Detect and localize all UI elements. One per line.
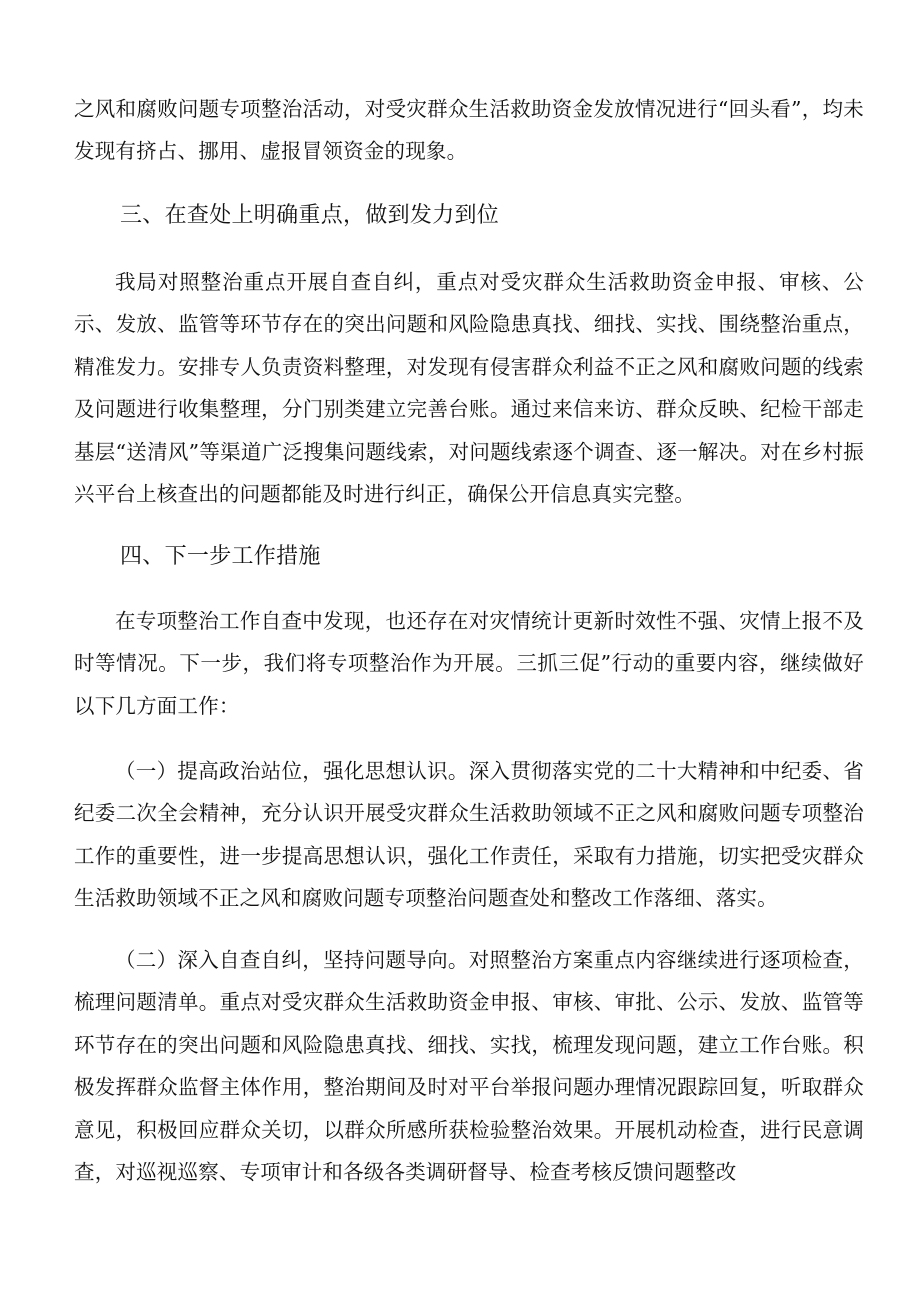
- paragraph-section-3: 我局对照整治重点开展自查自纠，重点对受灾群众生活救助资金申报、审核、公示、发放、监管等环节存在的突出问题和风险隐患真找、细找、实找、围绕整治重点，精准发力。安排专人负责资料整理，对发现有侵害群众利益不正之风和腐败问题的线索及问题进行收集整理，分门别类建立完善台账。通过来信来访、群众反映、纪检干部走基层“送清风”等渠道广泛搜集问题线索，对问题线索逐个调查、逐一解决。对在乡村振兴平台上核查出的问题都能及时进行纠正，确保公开信息真实完整。: [74, 270, 864, 507]
- paragraph-continued: 之风和腐败问题专项整治活动，对受灾群众生活救助资金发放情况进行“回头看”，均未发现有挤占、挪用、虚报冒领资金的现象。: [74, 97, 864, 164]
- paragraph-section-4-item-1: （一）提高政治站位，强化思想认识。深入贯彻落实党的二十大精神和中纪委、省纪委二次全会精神，充分认识开展受灾群众生活救助领域不正之风和腐败问题专项整治工作的重要性，进一步提高思想认识，强化工作责任，采取有力措施，切实把受灾群众生活救助领域不正之风和腐败问题专项整治问题查处和整改工作落细、落实。: [74, 759, 864, 911]
- paragraph-section-4-item-2: （二）深入自查自纠，坚持问题导向。对照整治方案重点内容继续进行逐项检查，梳理问题清单。重点对受灾群众生活救助资金申报、审核、审批、公示、发放、监管等环节存在的突出问题和风险隐患真找、细找、实找，梳理发现问题，建立工作台账。积极发挥群众监督主体作用，整治期间及时对平台举报问题办理情况跟踪回复，听取群众意见，积极回应群众关切，以群众所感所获检验整治效果。开展机动检查，进行民意调查，对巡视巡察、专项审计和各级各类调研督导、检查考核反馈问题整改: [74, 948, 864, 1185]
- paragraph-section-4-intro: 在专项整治工作自查中发现，也还存在对灾情统计更新时效性不强、灾情上报不及时等情况。下一步，我们将专项整治作为开展。三抓三促”行动的重要内容，继续做好以下几方面工作：: [74, 609, 864, 718]
- section-heading-3: 三、在查处上明确重点，做到发力到位: [120, 203, 500, 228]
- section-heading-4: 四、下一步工作措施: [120, 544, 321, 569]
